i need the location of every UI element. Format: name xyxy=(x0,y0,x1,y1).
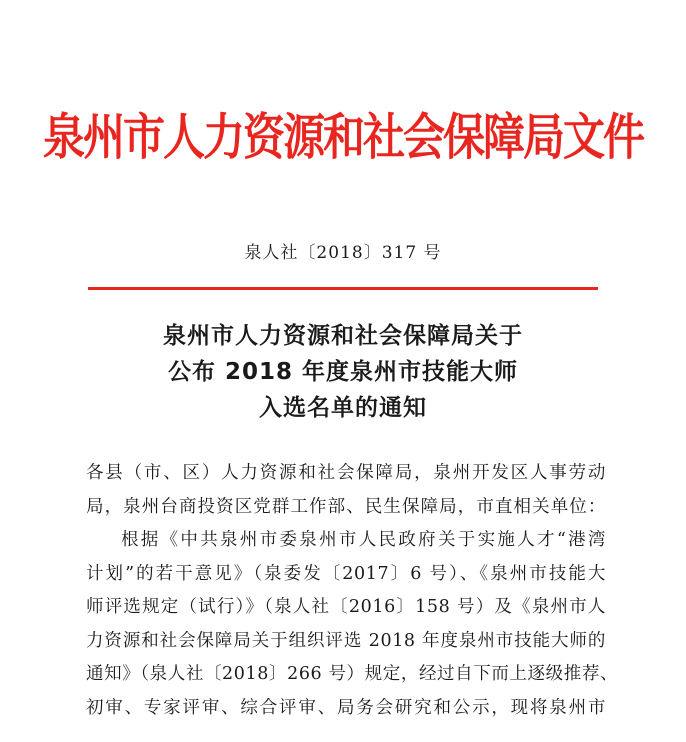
document-header-title: 泉州市人力资源和社会保障局文件 xyxy=(42,107,643,166)
notice-title xyxy=(0,318,686,426)
body-line: 通知》（泉人社〔2018〕266 号）规定，经过自下而上逐级推荐、 xyxy=(86,664,619,684)
body-line: 初审、专家评审、综合评审、局务会研究和公示，现将泉州市 xyxy=(86,697,606,718)
body-line: 力资源和社会保障局关于组织评选 2018 年度泉州市技能大师的 xyxy=(86,630,606,651)
notice-body xyxy=(86,457,619,725)
body-line: 师评选规定（试行）》（泉人社〔2016〕158 号）及《泉州市人 xyxy=(86,597,606,617)
notice-title-line: 入选名单的通知 xyxy=(259,395,427,421)
document-number: 泉人社〔2018〕317 号 xyxy=(244,243,442,263)
body-line: 局，泉州台商投资区党群工作部、民生保障局，市直相关单位： xyxy=(86,496,606,517)
body-line: 各县（市、区）人力资源和社会保障局，泉州开发区人事劳动 xyxy=(86,463,606,483)
red-divider-line xyxy=(88,287,598,290)
body-line: 计划”的若干意见》（泉委发〔2017〕6 号）、《泉州市技能大 xyxy=(86,563,606,584)
notice-title-line: 公布 2018 年度泉州市技能大师 xyxy=(167,359,519,385)
notice-title-line: 泉州市人力资源和社会保障局关于 xyxy=(163,323,523,349)
body-line: 根据《中共泉州市委泉州市人民政府关于实施人才“港湾 xyxy=(121,530,606,550)
